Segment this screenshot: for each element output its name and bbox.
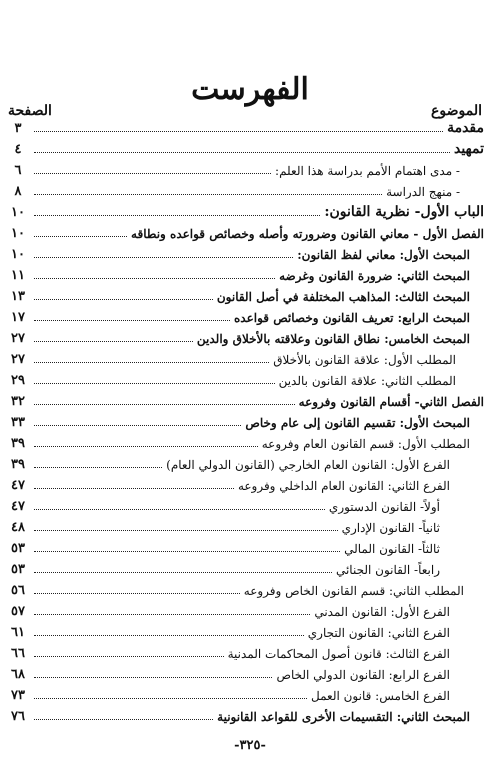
page-column-header: الصفحة xyxy=(8,103,52,119)
toc-entry-page: ٦٦ xyxy=(11,646,25,661)
toc-entry xyxy=(11,370,456,388)
toc-entry xyxy=(11,496,440,514)
toc-entry-label: الفصل الثاني- أقسام القانون وفروعه xyxy=(298,395,484,409)
page-title: الفهرست xyxy=(191,72,309,107)
toc-entry-page: ١٠ xyxy=(11,247,25,262)
leader-dots xyxy=(34,362,269,363)
toc-entry xyxy=(11,244,470,262)
toc-entry-page: ٤٧ xyxy=(11,499,25,514)
toc-entry xyxy=(14,118,484,136)
toc-entry-page: ٢٧ xyxy=(11,331,25,346)
leader-dots xyxy=(34,593,240,594)
leader-dots xyxy=(34,299,213,300)
toc-entry xyxy=(11,265,470,283)
toc-entry-label: المبحث الرابع: تعريف القانون وخصائص قواعده xyxy=(234,311,470,325)
leader-dots xyxy=(34,614,310,615)
leader-dots xyxy=(34,677,272,678)
toc-entry-label: الفرع الأول: القانون العام الخارجي (القانون الدولي العام) xyxy=(166,458,450,472)
leader-dots xyxy=(34,194,382,195)
toc-entry-label: المطلب الأول: قسم القانون العام وفروعه xyxy=(261,437,470,451)
toc-entry-page: ٥٧ xyxy=(11,604,25,619)
toc-entry-page: ٥٦ xyxy=(11,583,25,598)
toc-entry-page: ٦٨ xyxy=(11,667,25,682)
leader-dots xyxy=(34,656,224,657)
toc-entry xyxy=(11,580,464,598)
toc-entry xyxy=(11,622,450,640)
toc-entry-page: ١٠ xyxy=(11,205,25,220)
toc-entry-label: المطلب الثاني: قسم القانون الخاص وفروعه xyxy=(243,584,464,598)
toc-entry-page: ١٣ xyxy=(11,289,25,304)
toc-entry-label: الفرع الثالث: قانون أصول المحاكمات المدنية xyxy=(227,647,450,661)
toc-entry-page: ٨ xyxy=(14,184,22,199)
leader-dots xyxy=(34,719,213,720)
toc-entry-page: ٢٧ xyxy=(11,352,25,367)
toc-entry-label: المبحث الأول: تقسيم القانون إلى عام وخاص xyxy=(245,416,470,430)
leader-dots xyxy=(34,467,162,468)
toc-entry xyxy=(11,538,440,556)
toc-entry-label: - منهج الدراسة xyxy=(386,185,460,199)
toc-entry-label: الفرع الثاني: القانون العام الداخلي وفروعه xyxy=(237,479,450,493)
toc-entry-page: ٣٢ xyxy=(11,394,25,409)
toc-entry-label: الفصل الأول - معاني القانون وضرورته وأصله وخصائص قواعده ونطاقه xyxy=(131,227,484,241)
page-number: -٣٢٥- xyxy=(234,738,266,753)
leader-dots xyxy=(34,488,234,489)
leader-dots xyxy=(34,551,340,552)
leader-dots xyxy=(34,509,325,510)
leader-dots xyxy=(34,383,275,384)
toc-entry xyxy=(11,664,450,682)
toc-entry-label: المبحث الأول: معاني لفظ القانون: xyxy=(297,248,470,262)
leader-dots xyxy=(34,404,295,405)
toc-entry-label: المطلب الأول: علاقة القانون بالأخلاق xyxy=(273,353,456,367)
toc-entry-page: ٦ xyxy=(14,163,22,178)
toc-entry-label: الفرع الأول: القانون المدني xyxy=(314,605,450,619)
toc-entry-label: أولاً- القانون الدستوري xyxy=(328,500,440,514)
toc-entry-label: الباب الأول- نظرية القانون: xyxy=(324,204,484,220)
toc-entry xyxy=(11,286,470,304)
leader-dots xyxy=(34,173,271,174)
toc-entry xyxy=(14,160,460,178)
toc-entry-label: المبحث الثاني: ضرورة القانون وغرضه xyxy=(279,269,470,283)
toc-entry-label: المبحث الثالث: المذاهب المختلفة في أصل القانون xyxy=(216,290,470,304)
toc-entry xyxy=(11,685,450,703)
toc-entry xyxy=(14,139,484,157)
leader-dots xyxy=(34,635,304,636)
toc-entry-page: ٤٨ xyxy=(11,520,25,535)
leader-dots xyxy=(34,320,230,321)
toc-entry-label: مقدمة xyxy=(447,120,484,136)
toc-entry xyxy=(11,391,484,409)
leader-dots xyxy=(34,530,338,531)
toc-entry xyxy=(11,328,470,346)
leader-dots xyxy=(34,236,127,237)
toc-entry-label: ثانياً- القانون الإداري xyxy=(341,521,440,535)
leader-dots xyxy=(34,152,450,153)
toc-entry xyxy=(11,349,456,367)
toc-entry-label: رابعاً- القانون الجنائي xyxy=(335,563,440,577)
toc-entry xyxy=(11,475,450,493)
toc-entry-label: ثالثاً- القانون المالي xyxy=(344,542,440,556)
leader-dots xyxy=(34,572,332,573)
toc-entry-label: تمهيد xyxy=(453,141,484,157)
toc-entry-page: ٤ xyxy=(14,142,22,157)
toc-entry-label: المطلب الثاني: علاقة القانون بالدين xyxy=(278,374,456,388)
toc-entry xyxy=(11,202,484,220)
leader-dots xyxy=(34,425,241,426)
toc-entry-page: ٣ xyxy=(14,121,22,136)
toc-entry xyxy=(11,433,470,451)
topic-column-header: الموضوع xyxy=(431,103,482,119)
toc-entry-label: الفرع الخامس: قانون العمل xyxy=(311,689,450,703)
toc-entry xyxy=(11,454,450,472)
toc-entry xyxy=(11,643,450,661)
toc-entry-page: ٧٣ xyxy=(11,688,25,703)
toc-entry-label: المبحث الثاني: التقسيمات الأخرى للقواعد القانونية xyxy=(217,710,470,724)
toc-entry-page: ٣٣ xyxy=(11,415,25,430)
leader-dots xyxy=(34,446,258,447)
toc-entry-page: ١١ xyxy=(11,268,25,283)
leader-dots xyxy=(34,131,443,132)
toc-entry-page: ٥٣ xyxy=(11,541,25,556)
leader-dots xyxy=(34,215,320,216)
toc-entry-page: ٥٣ xyxy=(11,562,25,577)
toc-entry xyxy=(11,559,440,577)
toc-entry-label: الفرع الثاني: القانون التجاري xyxy=(307,626,450,640)
leader-dots xyxy=(34,278,275,279)
toc-entry-page: ٧٦ xyxy=(11,709,25,724)
toc-entry-label: الفرع الرابع: القانون الدولي الخاص xyxy=(276,668,450,682)
leader-dots xyxy=(34,698,307,699)
toc-entry-page: ١٧ xyxy=(11,310,25,325)
toc-entry-page: ١٠ xyxy=(11,226,25,241)
toc-entry xyxy=(11,412,470,430)
toc-entry-label: المبحث الخامس: نطاق القانون وعلاقته بالأخلاق والدين xyxy=(196,332,470,346)
leader-dots xyxy=(34,257,293,258)
toc-entry-label: - مدى اهتمام الأمم بدراسة هذا العلم: xyxy=(275,164,460,178)
toc-entry-page: ٤٧ xyxy=(11,478,25,493)
toc-entry xyxy=(11,517,440,535)
toc-entry xyxy=(11,706,470,724)
toc-entry-page: ٣٩ xyxy=(11,436,25,451)
toc-entry xyxy=(11,307,470,325)
toc-entry xyxy=(11,601,450,619)
toc-entry-page: ٦١ xyxy=(11,625,25,640)
toc-entry xyxy=(14,181,460,199)
toc-entry-page: ٣٩ xyxy=(11,457,25,472)
toc-entry-page: ٢٩ xyxy=(11,373,25,388)
leader-dots xyxy=(34,341,193,342)
toc-entry xyxy=(11,223,484,241)
